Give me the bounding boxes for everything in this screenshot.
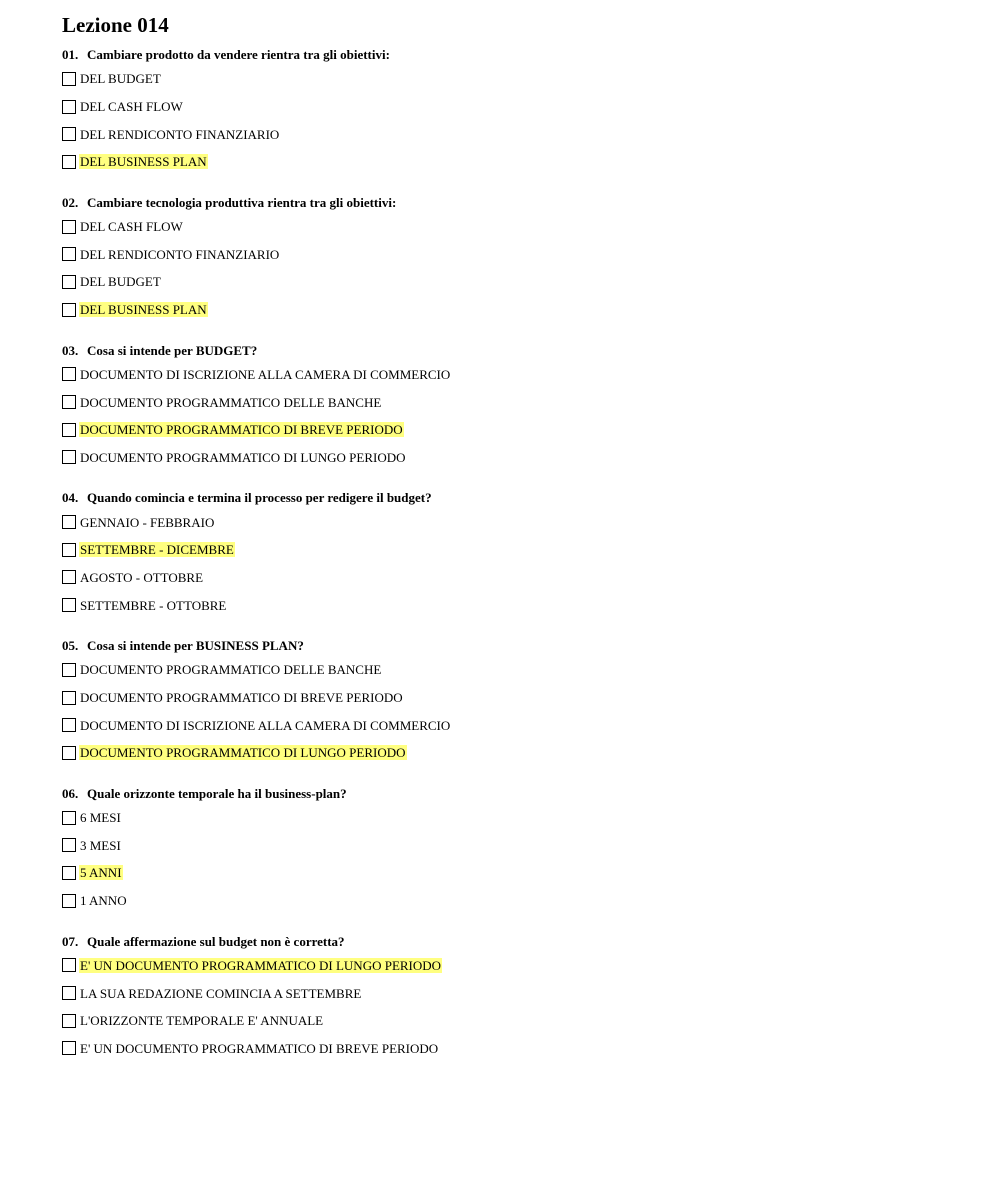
answer-option	[62, 361, 962, 389]
question-heading	[62, 343, 962, 359]
answer-option	[62, 120, 962, 148]
answer-checkbox[interactable]	[62, 100, 76, 114]
question-number: 03.	[62, 342, 79, 358]
answer-option	[62, 240, 962, 268]
answer-option	[62, 859, 962, 887]
answer-option	[62, 979, 962, 1007]
answer-checkbox[interactable]	[62, 866, 76, 880]
answer-option	[62, 1007, 962, 1035]
answer-label: AGOSTO - OTTOBRE	[80, 569, 204, 585]
answer-label: DOCUMENTO PROGRAMMATICO DI LUNGO PERIODO	[80, 449, 406, 465]
answer-checkbox[interactable]	[62, 303, 76, 317]
answer-label-highlighted: DOCUMENTO PROGRAMMATICO DI LUNGO PERIODO	[80, 745, 406, 761]
answer-checkbox[interactable]	[62, 894, 76, 908]
question-text: Cosa si intende per BUDGET?	[87, 342, 258, 358]
answer-label-highlighted: DOCUMENTO PROGRAMMATICO DI BREVE PERIODO	[80, 422, 403, 438]
quiz-page	[62, 12, 962, 1081]
answer-checkbox[interactable]	[62, 367, 76, 381]
answer-checkbox[interactable]	[62, 958, 76, 972]
answer-label: DOCUMENTO PROGRAMMATICO DELLE BANCHE	[80, 662, 382, 678]
question-heading	[62, 47, 962, 63]
answer-option	[62, 564, 962, 592]
question-block	[62, 195, 962, 324]
question-text: Cambiare tecnologia produttiva rientra tra gli obiettivi:	[87, 194, 397, 210]
answer-label: DEL BUDGET	[80, 71, 161, 87]
answer-checkbox[interactable]	[62, 515, 76, 529]
question-block	[62, 934, 962, 1063]
answer-checkbox[interactable]	[62, 155, 76, 169]
answer-label: LA SUA REDAZIONE COMINCIA A SETTEMBRE	[80, 985, 362, 1001]
answer-option	[62, 656, 962, 684]
answer-option	[62, 711, 962, 739]
answer-label: E' UN DOCUMENTO PROGRAMMATICO DI BREVE PERIODO	[80, 1040, 439, 1056]
question-heading	[62, 638, 962, 654]
answer-option	[62, 65, 962, 93]
answer-checkbox[interactable]	[62, 1014, 76, 1028]
answer-label: SETTEMBRE - OTTOBRE	[80, 597, 227, 613]
answer-checkbox[interactable]	[62, 598, 76, 612]
question-text: Quale affermazione sul budget non è corretta?	[87, 933, 345, 949]
question-block	[62, 786, 962, 915]
answer-option	[62, 739, 962, 767]
answer-checkbox[interactable]	[62, 543, 76, 557]
answer-label-highlighted: DEL BUSINESS PLAN	[80, 302, 207, 318]
answer-label-highlighted: SETTEMBRE - DICEMBRE	[80, 542, 234, 558]
answer-label: DEL CASH FLOW	[80, 99, 183, 115]
answer-label: DOCUMENTO DI ISCRIZIONE ALLA CAMERA DI COMMERCIO	[80, 366, 451, 382]
answer-checkbox[interactable]	[62, 986, 76, 1000]
question-block	[62, 638, 962, 767]
answer-checkbox[interactable]	[62, 395, 76, 409]
answer-checkbox[interactable]	[62, 718, 76, 732]
answer-checkbox[interactable]	[62, 220, 76, 234]
answer-checkbox[interactable]	[62, 275, 76, 289]
question-list	[62, 47, 962, 1062]
answer-label: DEL RENDICONTO FINANZIARIO	[80, 246, 280, 262]
page-title: Lezione 014	[62, 13, 169, 37]
question-block	[62, 343, 962, 472]
answer-option	[62, 213, 962, 241]
answer-label: DOCUMENTO PROGRAMMATICO DI BREVE PERIODO	[80, 690, 403, 706]
answer-option	[62, 831, 962, 859]
question-heading	[62, 934, 962, 950]
answer-label-highlighted: E' UN DOCUMENTO PROGRAMMATICO DI LUNGO PERIODO	[80, 957, 442, 973]
answer-checkbox[interactable]	[62, 450, 76, 464]
answer-option	[62, 952, 962, 980]
answer-option	[62, 684, 962, 712]
answer-label: 6 MESI	[80, 810, 121, 826]
answer-checkbox[interactable]	[62, 247, 76, 261]
answer-label-highlighted: 5 ANNI	[80, 865, 122, 881]
question-number: 02.	[62, 194, 79, 210]
answer-option	[62, 804, 962, 832]
answer-checkbox[interactable]	[62, 570, 76, 584]
question-heading	[62, 195, 962, 211]
answer-label: GENNAIO - FEBBRAIO	[80, 514, 215, 530]
question-heading	[62, 490, 962, 506]
answer-label: 1 ANNO	[80, 893, 127, 909]
answer-checkbox[interactable]	[62, 127, 76, 141]
answer-label: DEL RENDICONTO FINANZIARIO	[80, 126, 280, 142]
answer-label: DOCUMENTO PROGRAMMATICO DELLE BANCHE	[80, 394, 382, 410]
answer-option	[62, 148, 962, 176]
answer-option	[62, 508, 962, 536]
answer-checkbox[interactable]	[62, 72, 76, 86]
answer-label: 3 MESI	[80, 837, 121, 853]
question-block	[62, 47, 962, 176]
answer-option	[62, 296, 962, 324]
question-block	[62, 490, 962, 619]
answer-option	[62, 536, 962, 564]
question-number: 05.	[62, 638, 79, 653]
question-text: Cambiare prodotto da vendere rientra tra gli obiettivi:	[87, 47, 390, 62]
answer-label: DEL BUDGET	[80, 274, 161, 290]
answer-option	[62, 268, 962, 296]
answer-option	[62, 444, 962, 472]
question-text: Cosa si intende per BUSINESS PLAN?	[87, 638, 304, 653]
answer-label: L'ORIZZONTE TEMPORALE E' ANNUALE	[80, 1013, 324, 1029]
question-text: Quando comincia e termina il processo per redigere il budget?	[87, 490, 432, 506]
answer-checkbox[interactable]	[62, 423, 76, 437]
answer-checkbox[interactable]	[62, 746, 76, 760]
answer-option	[62, 416, 962, 444]
answer-option	[62, 388, 962, 416]
answer-label: DEL CASH FLOW	[80, 219, 183, 235]
answer-label-highlighted: DEL BUSINESS PLAN	[80, 154, 207, 170]
answer-checkbox[interactable]	[62, 811, 76, 825]
answer-checkbox[interactable]	[62, 1041, 76, 1055]
question-number: 07.	[62, 933, 79, 949]
answer-checkbox[interactable]	[62, 838, 76, 852]
answer-checkbox[interactable]	[62, 663, 76, 677]
answer-option	[62, 887, 962, 915]
question-number: 06.	[62, 785, 79, 801]
answer-option	[62, 1035, 962, 1063]
answer-option	[62, 591, 962, 619]
answer-checkbox[interactable]	[62, 691, 76, 705]
question-number: 01.	[62, 47, 79, 62]
question-number: 04.	[62, 490, 79, 506]
answer-label: DOCUMENTO DI ISCRIZIONE ALLA CAMERA DI COMMERCIO	[80, 717, 451, 733]
question-text: Quale orizzonte temporale ha il business-plan?	[87, 785, 347, 801]
question-heading	[62, 786, 962, 802]
answer-option	[62, 93, 962, 121]
